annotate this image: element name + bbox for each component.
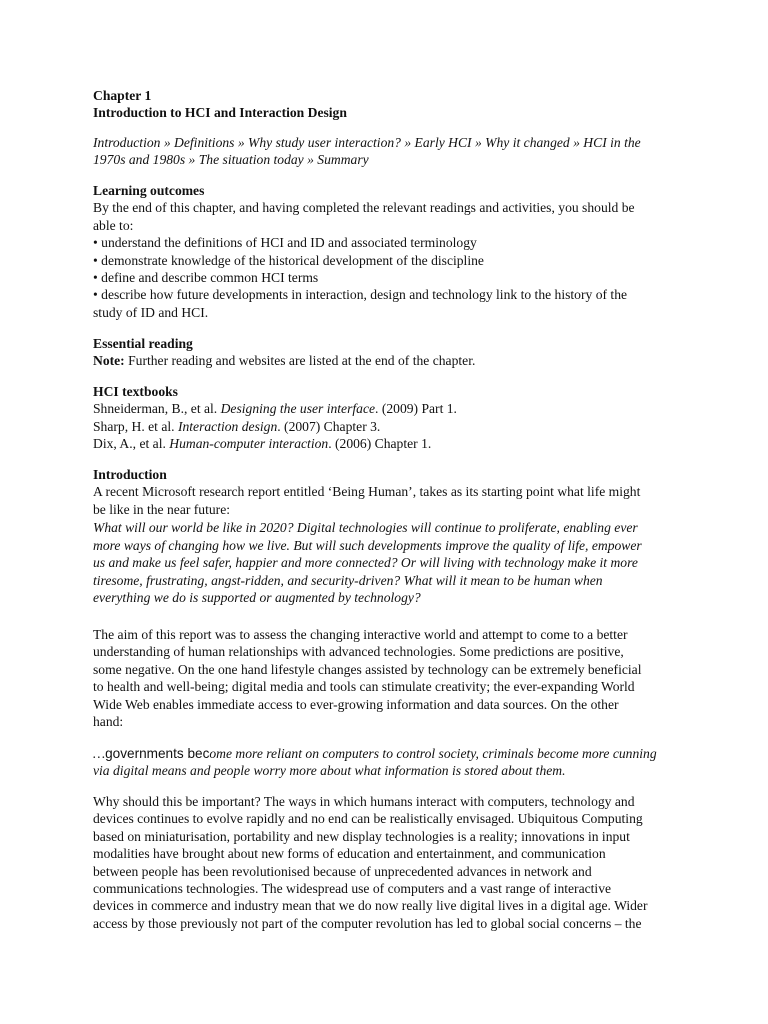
- aim-paragraph: [93, 626, 678, 730]
- paragraph-line: hand:: [93, 714, 124, 730]
- bullet-item: • define and describe common HCI terms: [93, 270, 319, 286]
- note-text: Further reading and websites are listed at the end of the chapter.: [124, 353, 476, 369]
- reference-details: . (2007) Chapter 3.: [277, 418, 381, 434]
- quote-line: via digital means and people worry more about what information is stored about them.: [93, 763, 566, 779]
- section-heading: HCI textbooks: [93, 384, 178, 399]
- paragraph-line: able to:: [93, 217, 134, 233]
- quote-line: What will our world be like in 2020? Digital technologies will continue to proliferate, enabling ever: [93, 520, 638, 535]
- quote-line: [93, 745, 678, 762]
- bullet-item: • describe how future developments in interaction, design and technology link to the history of the: [93, 287, 628, 303]
- note-label: Note:: [93, 353, 125, 369]
- quote-line: tiresome, frustrating, angst-ridden, and security-driven? What will it mean to be human when: [93, 572, 603, 588]
- quote-line: us and make us feel safer, happier and more connected? Or will living with technology make it more: [93, 555, 638, 570]
- quote-ellipsis: …: [93, 746, 106, 761]
- reference-details: . (2009) Part 1.: [375, 401, 457, 417]
- paragraph-line: devices in commerce and industry mean that we do now really live digital lives in a digital age. Wider: [93, 898, 648, 914]
- reference-title: Human-computer interaction: [169, 436, 329, 452]
- reference-author: Sharp, H. et al.: [93, 418, 178, 434]
- paragraph-line: to health and well-being; digital media and tools can stimulate creativity; the ever-expanding World: [93, 679, 635, 695]
- paragraph-line: By the end of this chapter, and having completed the relevant readings and activities, you should be: [93, 200, 635, 216]
- learning-outcomes-section: [93, 182, 678, 321]
- reference-details: . (2006) Chapter 1.: [328, 436, 432, 452]
- bullet-item-continuation: study of ID and HCI.: [93, 304, 209, 320]
- bullet-item: • demonstrate knowledge of the historical development of the discipline: [93, 252, 484, 268]
- chapter-number: Chapter 1: [93, 88, 152, 103]
- essential-reading-section: [93, 335, 678, 370]
- quote-sans-prefix: governments bec: [105, 746, 210, 761]
- paragraph-line: devices continues to evolve rapidly and no end can be realistically envisaged. Ubiquitous Computing: [93, 811, 643, 827]
- reference-item: [93, 435, 678, 452]
- paragraph-line: Wide Web enables immediate access to ever-growing information and data sources. On the other: [93, 696, 619, 712]
- reference-title: Designing the user interface: [220, 401, 376, 417]
- reference-author: Dix, A., et al.: [93, 436, 170, 452]
- quote-block: [93, 519, 678, 607]
- hci-textbooks-section: [93, 383, 678, 453]
- note-line: [93, 352, 678, 369]
- reference-item: [93, 418, 678, 435]
- paragraph-line: between people has been revolutionised because of unprecedented advances in network and: [93, 863, 592, 879]
- section-heading: Essential reading: [93, 336, 193, 351]
- why-paragraph: [93, 793, 678, 932]
- paragraph-line: be like in the near future:: [93, 501, 231, 517]
- paragraph-line: The aim of this report was to assess the changing interactive world and attempt to come to a better: [93, 627, 628, 642]
- chapter-header: [93, 87, 678, 122]
- chapter-title: Introduction to HCI and Interaction Design: [93, 105, 347, 121]
- quote-line: everything we do is supported or augmented by technology?: [93, 590, 421, 605]
- quote-rest: ome more reliant on computers to control society, criminals become more cunning: [209, 746, 657, 761]
- paragraph-line: Why should this be important? The ways in which humans interact with computers, technology and: [93, 794, 635, 809]
- introduction-section: [93, 466, 678, 518]
- paragraph-line: communications technologies. The widespread use of computers and a vast range of interactive: [93, 881, 612, 897]
- section-heading: Learning outcomes: [93, 183, 205, 198]
- quote-line: more ways of changing how we live. But will such developments improve the quality of life, empower: [93, 537, 642, 553]
- paragraph-line: based on miniaturisation, portability and new display technologies is a reality; innovations in input: [93, 828, 630, 844]
- reference-title: Interaction design: [177, 418, 278, 434]
- reference-author: Shneiderman, B., et al.: [93, 401, 221, 417]
- quote-block-2: [93, 745, 678, 780]
- paragraph-line: A recent Microsoft research report entitled ‘Being Human’, takes as its starting point what life might: [93, 484, 641, 500]
- reference-item: [93, 400, 678, 417]
- bullet-item: • understand the definitions of HCI and ID and associated terminology: [93, 235, 477, 251]
- paragraph-line: modalities have brought about new forms of education and entertainment, and communication: [93, 846, 606, 862]
- paragraph-line: some negative. On the one hand lifestyle changes assisted by technology can be extremely beneficial: [93, 661, 642, 677]
- section-heading: Introduction: [93, 467, 167, 482]
- section-breadcrumb: [93, 134, 678, 169]
- breadcrumb-line: 1970s and 1980s » The situation today » Summary: [93, 152, 369, 168]
- paragraph-line: understanding of human relationships with advanced technologies. Some predictions are positive,: [93, 644, 624, 660]
- breadcrumb-line: Introduction » Definitions » Why study user interaction? » Early HCI » Why it changed » HCI in the: [93, 135, 641, 150]
- paragraph-line: access by those previously not part of the computer revolution has led to global social concerns – the: [93, 915, 642, 931]
